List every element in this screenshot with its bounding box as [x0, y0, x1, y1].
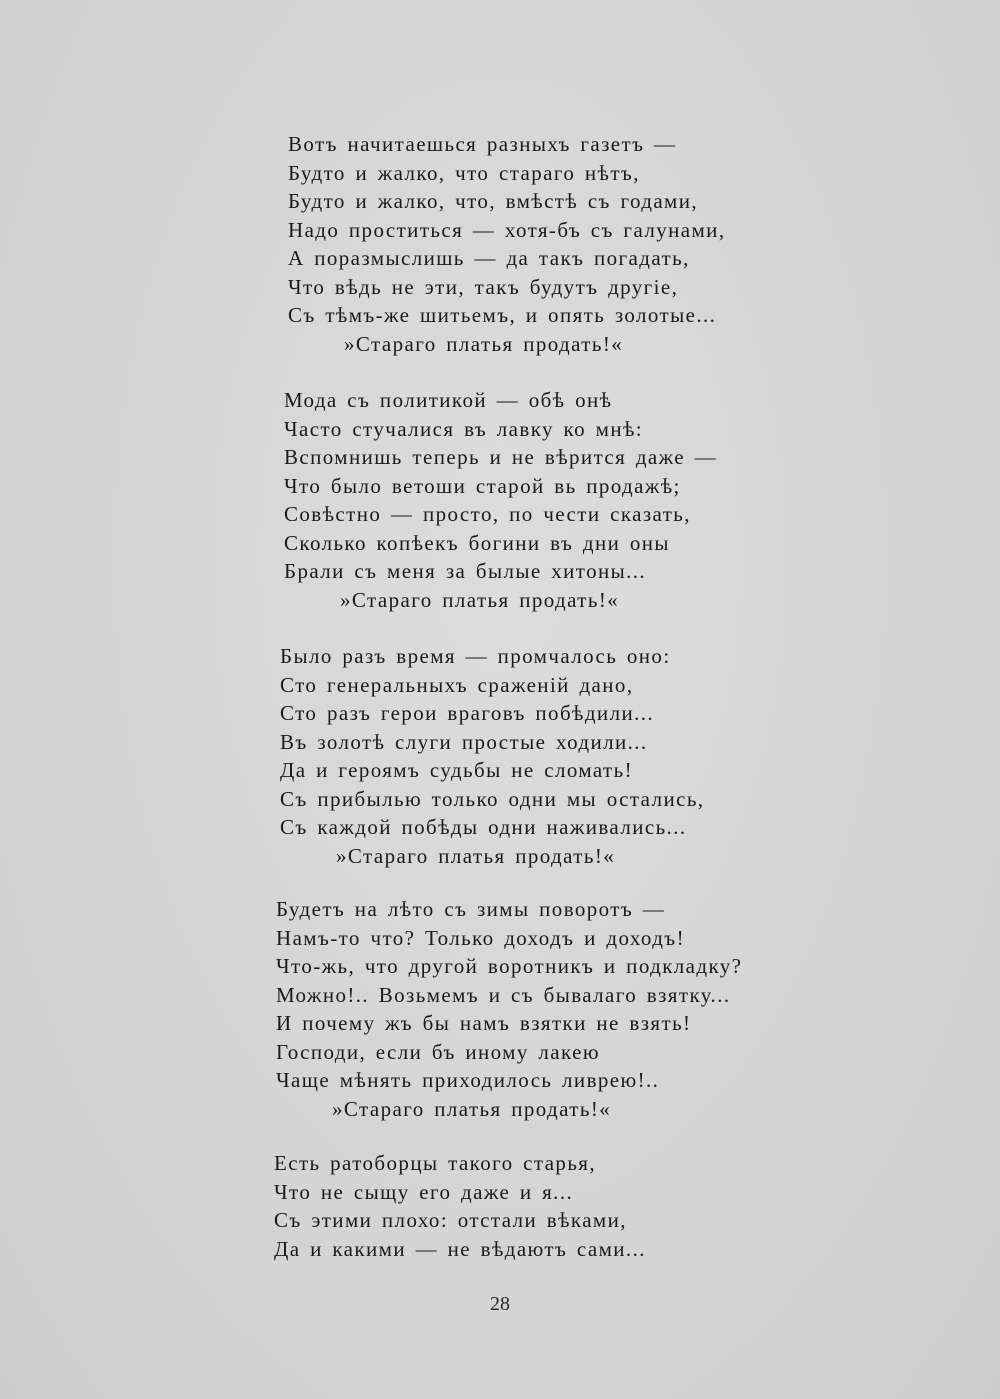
- verse-line: Можно!.. Возьмемъ и съ бывалаго взятку...: [276, 982, 731, 1007]
- verse-line: Что вѣдь не эти, такъ будутъ другіе,: [288, 274, 679, 299]
- verse-line: Господи, если бъ иному лакею: [276, 1039, 600, 1064]
- stanza-4: [276, 895, 742, 1123]
- verse-line: А поразмыслишь — да такъ погадать,: [288, 246, 690, 270]
- verse-line: Вспомнишь теперь и не вѣрится даже —: [284, 445, 718, 469]
- verse-line: Что не сыщу его даже и я...: [274, 1179, 574, 1204]
- verse-line: Сто генеральныхъ сраженій дано,: [280, 672, 634, 697]
- verse-line: Съ этими плохо: отстали вѣками,: [274, 1208, 627, 1232]
- verse-line: Съ тѣмъ-же шитьемъ, и опять золотые...: [288, 303, 717, 327]
- verse-line: Да и героямъ судьбы не сломать!: [280, 758, 634, 782]
- stanza-2: [284, 386, 717, 614]
- stanza-5: [274, 1149, 646, 1263]
- verse-line: Чаще мѣнять приходилось ливрею!..: [276, 1068, 660, 1092]
- verse-line: Часто стучалися въ лавку ко мнѣ:: [284, 416, 643, 441]
- refrain-line: »Стараго платья продать!«: [332, 1096, 612, 1121]
- stanza-3: [280, 642, 704, 870]
- verse-line: Сто разъ герои враговъ побѣдили...: [280, 701, 655, 725]
- verse-line: Будетъ на лѣто съ зимы поворотъ —: [276, 897, 666, 921]
- verse-line: Брали съ меня за былые хитоны...: [284, 559, 647, 583]
- verse-line: Сколько копѣекъ богини въ дни оны: [284, 530, 670, 555]
- refrain-line: »Стараго платья продать!«: [344, 331, 624, 356]
- verse-line: Будто и жалко, что стараго нѣтъ,: [288, 160, 640, 185]
- verse-line: Что было ветоши старой вь продажѣ;: [284, 473, 681, 498]
- verse-line: Съ каждой побѣды одни наживались...: [280, 815, 687, 839]
- stanza-1: [288, 130, 725, 358]
- verse-line: Намъ-то что? Только доходъ и доходъ!: [276, 925, 685, 950]
- verse-line: Что-жь, что другой воротникъ и подкладку?: [276, 954, 743, 978]
- verse-line: Совѣстно — просто, по чести сказать,: [284, 502, 691, 526]
- refrain-line: »Стараго платья продать!«: [340, 587, 620, 612]
- verse-line: Надо проститься — хотя-бъ съ галунами,: [288, 217, 726, 242]
- page-number: 28: [490, 1293, 510, 1315]
- verse-line: Въ золотѣ слуги простые ходили...: [280, 729, 648, 754]
- verse-line: Мода съ политикой — обѣ онѣ: [284, 388, 613, 412]
- verse-line: Есть ратоборцы такого старья,: [274, 1151, 597, 1175]
- refrain-line: »Стараго платья продать!«: [336, 843, 616, 868]
- verse-line: Будто и жалко, что, вмѣстѣ съ годами,: [288, 189, 699, 213]
- verse-line: Съ прибылью только одни мы остались,: [280, 786, 705, 811]
- verse-line: Да и какими — не вѣдаютъ сами...: [274, 1236, 646, 1261]
- verse-line: И почему жъ бы намъ взятки не взять!: [276, 1011, 692, 1035]
- verse-line: Было разъ время — промчалось оно:: [280, 644, 671, 668]
- verse-line: Вотъ начитаешься разныхъ газетъ —: [288, 132, 677, 156]
